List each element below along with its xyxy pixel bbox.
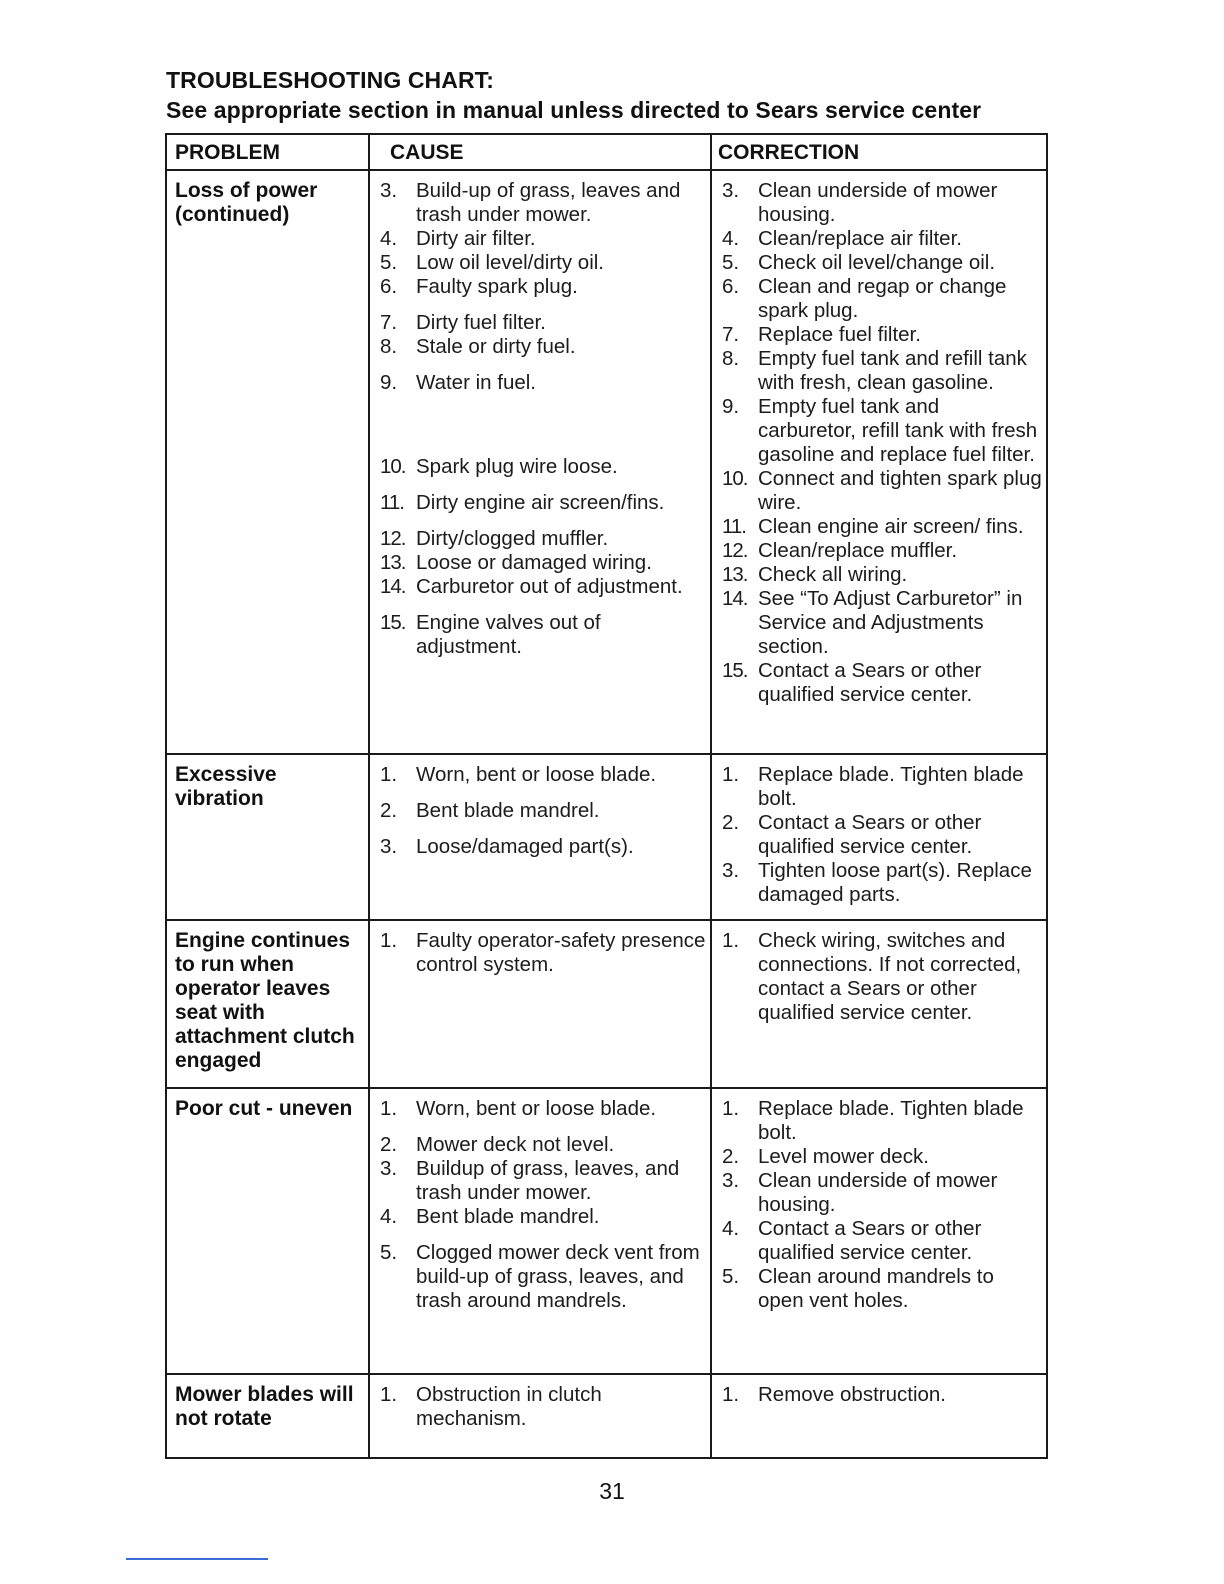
correction-item [722,251,1042,275]
item-text: Contact a Sears or other qualified service center. [758,659,982,706]
cause-item [380,179,706,227]
item-text: Clean/replace muffler. [758,539,958,562]
header-row [166,134,1047,170]
correction-item [722,859,1042,907]
item-text: Mower deck not level. [416,1133,615,1156]
item-text: Water in fuel. [416,371,537,394]
item-text: Tighten loose part(s). Replace damaged parts. [758,859,1032,906]
item-number: 6. [722,275,740,298]
item-number: 13. [722,563,748,586]
item-number: 11. [380,491,404,514]
problem-cell: Engine continues to run when operator leaves seat with attachment clutch engaged [166,920,369,1088]
cause-cell [369,170,711,754]
item-text: Bent blade mandrel. [416,1205,600,1228]
item-text: Build-up of grass, leaves and trash under mower. [416,179,681,226]
item-text: Check oil level/change oil. [758,251,996,274]
table-row [166,170,1047,754]
table-row [166,1374,1047,1458]
item-text: Engine valves out of adjustment. [416,611,601,658]
item-text: Empty fuel tank and refill tank with fresh, clean gasoline. [758,347,1027,394]
item-number: 15. [722,659,748,682]
item-number: 1. [380,1383,398,1406]
correction-item [722,811,1042,859]
item-number: 3. [722,179,740,202]
cause-item [380,455,706,479]
item-number: 4. [722,1217,740,1240]
troubleshooting-table [165,133,1048,1459]
cause-item [380,799,706,823]
problem-cell: Poor cut - uneven [166,1088,369,1374]
correction-item [722,1145,1042,1169]
item-number: 7. [722,323,740,346]
correction-cell [711,754,1047,920]
item-text: Clean around mandrels to open vent holes. [758,1265,994,1312]
item-number: 14. [722,587,748,610]
item-number: 10. [722,467,748,490]
table-row [166,920,1047,1088]
item-number: 10. [380,455,406,478]
item-text: Replace blade. Tighten blade bolt. [758,1097,1024,1144]
table-row [166,1088,1047,1374]
item-number: 1. [380,929,398,952]
correction-item [722,659,1042,707]
item-number: 5. [722,251,740,274]
item-number: 1. [722,929,740,952]
item-number: 4. [722,227,740,250]
item-text: Spark plug wire loose. [416,455,618,478]
item-number: 3. [380,179,398,202]
item-number: 3. [380,1157,398,1180]
page-number: 31 [599,1478,625,1504]
item-text: Low oil level/dirty oil. [416,251,604,274]
cause-item [380,929,706,977]
correction-item [722,515,1042,539]
correction-item [722,347,1042,395]
item-text: Loose/damaged part(s). [416,835,634,858]
cause-item [380,251,706,275]
header-problem: PROBLEM [166,134,369,170]
problem-cell: Mower blades will not rotate [166,1374,369,1458]
item-text: Clean engine air screen/ fins. [758,515,1024,538]
item-number: 1. [380,1097,398,1120]
cause-item [380,1241,706,1313]
cause-cell [369,1088,711,1374]
item-number: 4. [380,227,398,250]
cause-cell [369,1374,711,1458]
item-number: 2. [722,1145,740,1168]
item-number: 6. [380,275,398,298]
item-number: 1. [722,763,740,786]
item-text: Dirty engine air screen/fins. [416,491,665,514]
correction-item [722,275,1042,323]
cause-item [380,835,706,859]
item-text: Clogged mower deck vent from build-up of grass, leaves, and trash around mandrels. [416,1241,700,1312]
item-text: Check wiring, switches and connections. If not corrected, contact a Sears or other qualified service center. [758,929,1022,1024]
item-number: 2. [722,811,740,834]
item-text: Replace blade. Tighten blade bolt. [758,763,1024,810]
cause-item [380,763,706,787]
item-text: Clean underside of mower housing. [758,1169,998,1216]
correction-item [722,179,1042,227]
item-number: 12. [380,527,406,550]
cause-item [380,1157,706,1205]
item-number: 8. [380,335,398,358]
cause-item [380,1133,706,1157]
item-text: Buildup of grass, leaves, and trash under mower. [416,1157,680,1204]
item-number: 4. [380,1205,398,1228]
item-text: Check all wiring. [758,563,908,586]
item-text: Carburetor out of adjustment. [416,575,683,598]
item-text: Contact a Sears or other qualified service center. [758,811,982,858]
cause-item [380,1383,706,1431]
correction-cell [711,920,1047,1088]
item-number: 7. [380,311,398,334]
item-number: 8. [722,347,740,370]
cause-item [380,1205,706,1229]
footer-rule [126,1558,268,1560]
item-number: 1. [722,1383,740,1406]
correction-cell [711,1374,1047,1458]
cause-cell [369,920,711,1088]
correction-item [722,587,1042,659]
correction-item [722,1097,1042,1145]
correction-item [722,1265,1042,1313]
item-text: Dirty/clogged muffler. [416,527,609,550]
correction-item [722,323,1042,347]
correction-item [722,467,1042,515]
correction-item [722,563,1042,587]
header-cause: CAUSE [369,134,711,170]
item-text: Clean/replace air filter. [758,227,962,250]
cause-item [380,1097,706,1121]
problem-cell: Loss of power (continued) [166,170,369,754]
cause-item [380,551,706,575]
item-number: 15. [380,611,406,634]
correction-item [722,1169,1042,1217]
cause-item [380,527,706,551]
item-number: 1. [380,763,398,786]
cause-item [380,575,706,599]
item-text: Contact a Sears or other qualified service center. [758,1217,982,1264]
header-correction: CORRECTION [711,134,1047,170]
item-number: 13. [380,551,406,574]
item-text: Replace fuel filter. [758,323,921,346]
cause-item [380,335,706,359]
chart-title: TROUBLESHOOTING CHART: [166,67,495,93]
cause-cell [369,754,711,920]
item-number: 3. [380,835,398,858]
item-text: Remove obstruction. [758,1383,947,1406]
cause-item [380,311,706,335]
item-text: Stale or dirty fuel. [416,335,576,358]
correction-cell [711,1088,1047,1374]
correction-item [722,929,1042,1025]
cause-item [380,275,706,299]
cause-item [380,371,706,395]
item-number: 5. [380,251,398,274]
cause-item [380,611,706,659]
item-text: Empty fuel tank and carburetor, refill tank with fresh gasoline and replace fuel filter. [758,395,1038,466]
item-number: 14. [380,575,406,598]
correction-item [722,1383,1042,1407]
item-number: 9. [380,371,398,394]
item-number: 3. [722,1169,740,1192]
problem-cell: Excessive vibration [166,754,369,920]
item-text: Worn, bent or loose blade. [416,763,657,786]
item-text: Clean underside of mower housing. [758,179,998,226]
table-row [166,754,1047,920]
item-text: See “To Adjust Carburetor” in Service and Adjustments section. [758,587,1023,658]
cause-item [380,491,706,515]
item-number: 12. [722,539,748,562]
correction-item [722,1217,1042,1265]
item-text: Obstruction in clutch mechanism. [416,1383,602,1430]
item-text: Faulty operator-safety presence control system. [416,929,706,976]
correction-item [722,227,1042,251]
correction-item [722,395,1042,467]
item-text: Level mower deck. [758,1145,929,1168]
item-number: 3. [722,859,740,882]
item-text: Faulty spark plug. [416,275,578,298]
item-number: 5. [380,1241,398,1264]
item-text: Connect and tighten spark plug wire. [758,467,1042,514]
item-text: Dirty air filter. [416,227,536,250]
item-text: Loose or damaged wiring. [416,551,652,574]
correction-item [722,539,1042,563]
item-number: 9. [722,395,740,418]
item-text: Dirty fuel filter. [416,311,546,334]
cause-item [380,227,706,251]
item-number: 2. [380,799,398,822]
correction-cell [711,170,1047,754]
chart-subtitle: See appropriate section in manual unless directed to Sears service center [166,97,982,123]
item-number: 5. [722,1265,740,1288]
item-text: Worn, bent or loose blade. [416,1097,657,1120]
item-number: 2. [380,1133,398,1156]
correction-item [722,763,1042,811]
item-text: Clean and regap or change spark plug. [758,275,1007,322]
item-number: 1. [722,1097,740,1120]
item-text: Bent blade mandrel. [416,799,600,822]
item-number: 11. [722,515,746,538]
